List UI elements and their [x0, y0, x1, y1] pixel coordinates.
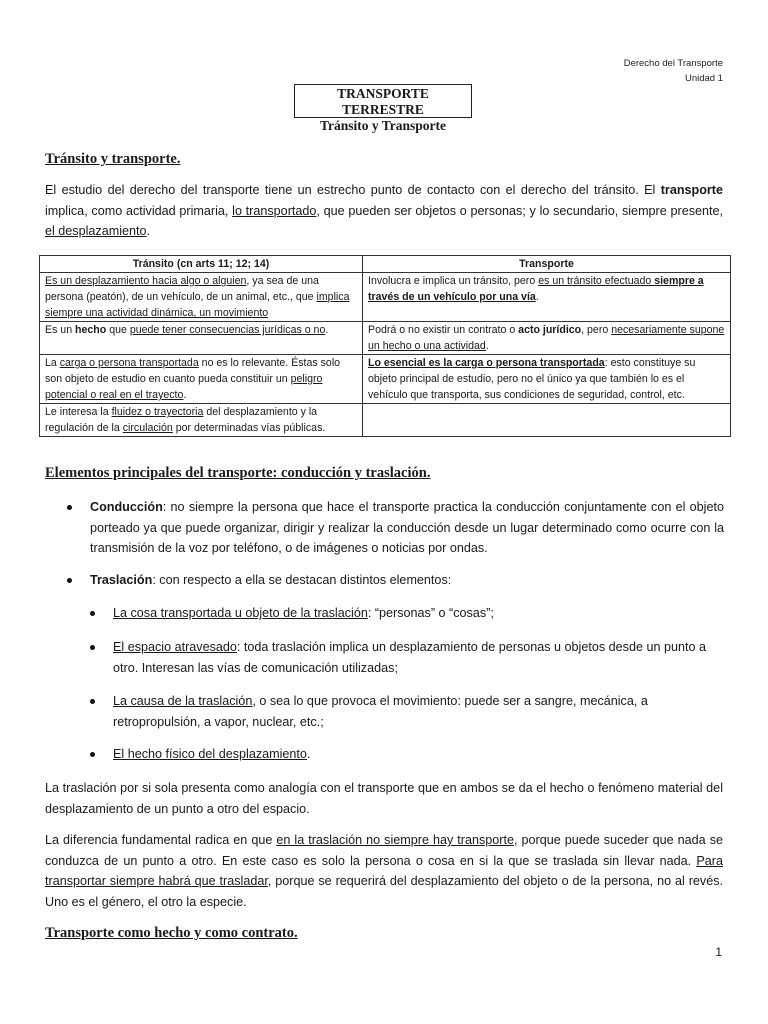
table-row	[40, 404, 731, 437]
section-heading-transito: Tránsito y transporte.	[45, 151, 181, 167]
title-line-1: TRANSPORTE TERRESTRE	[337, 86, 429, 117]
table-cell: Involucra e implica un tránsito, pero es un tránsito efectuado siempre a través de un vehículo por una vía.	[363, 273, 731, 322]
table-header-transporte: Transporte	[363, 256, 731, 273]
table-header-transito: Tránsito (cn arts 11; 12; 14)	[40, 256, 363, 273]
document-title-box	[294, 84, 472, 133]
intro-paragraph: El estudio del derecho del transporte tiene un estrecho punto de contacto con el derecho del tránsito. El transporte implica, como actividad primaria, lo transportado, que pueden ser objetos o personas; y lo secundario, siempre presente, el desplazamiento.	[45, 183, 724, 238]
sub-bullet-hecho: El hecho físico del desplazamiento.	[113, 747, 311, 761]
table-cell: Le interesa la fluidez o trayectoria del desplazamiento y la regulación de la circulación por determinadas vías públicas.	[40, 404, 363, 437]
sub-bullet-espacio: El espacio atravesado: toda traslación implica un desplazamiento de personas u objetos desde un punto a otro. Interesan las vías de comunicación utilizadas;	[113, 640, 706, 675]
bullet-icon	[90, 699, 95, 704]
table-row	[40, 355, 731, 404]
table-cell: Es un desplazamiento hacia algo o alguien, ya sea de una persona (peatón), de un vehículo, de un animal, etc., que implica siempre una actividad dinámica, un movimiento	[40, 273, 363, 322]
sub-bullet-cosa: La cosa transportada u objeto de la traslación: “personas” o “cosas”;	[113, 606, 494, 620]
sub-bullet-causa: La causa de la traslación, o sea lo que provoca el movimiento: puede ser a sangre, mecánica, a retropropulsión, a vapor, nuclear, etc.;	[113, 694, 648, 729]
bullet-icon	[67, 578, 72, 583]
comparison-table	[39, 255, 731, 437]
bullet-icon	[67, 505, 72, 510]
bullet-icon	[90, 752, 95, 757]
table-cell: Podrá o no existir un contrato o acto jurídico, pero necesariamente supone un hecho o una actividad.	[363, 322, 731, 355]
table-cell-empty	[363, 404, 731, 437]
page-number: 1	[715, 945, 722, 959]
header-unit: Unidad 1	[684, 73, 723, 84]
table-cell: La carga o persona transportada no es lo relevante. Éstas solo son objeto de estudio en cuanto pueda constituir un peligro potencial o real en el trayecto.	[40, 355, 363, 404]
table-row	[40, 273, 731, 322]
page-header	[624, 56, 723, 86]
section-heading-hecho-contrato: Transporte como hecho y como contrato.	[45, 925, 298, 941]
table-header-row	[40, 256, 731, 273]
bullet-icon	[90, 611, 95, 616]
paragraph-analogia: La traslación por si sola presenta como analogía con el transporte que en ambos se da el hecho o fenómeno material del desplazamiento de un punto a otro del espacio.	[45, 781, 723, 816]
paragraph-diferencia: La diferencia fundamental radica en que en la traslación no siempre hay transporte, porque puede suceder que nada se conduzca de un punto a otro. En este caso es solo la persona o cosa en si la que se traslada sin llevar nada. Para transportar siempre habrá que trasladar, porque se requerirá del desplazamiento del objeto o de la persona, no al revés. Uno es el género, el otro la especie.	[45, 833, 723, 909]
bullet-conduccion: Conducción: no siempre la persona que hace el transporte practica la conducción conjuntamente con el objeto porteado ya que puede organizar, dirigir y realizar la conducción desde un lugar determinado como ocurre con la transmisión de la voz por teléfono, o de imágenes o noticias por ondas.	[90, 500, 724, 555]
header-subject: Derecho del Transporte	[623, 58, 723, 69]
bullet-traslacion: Traslación: con respecto a ella se destacan distintos elementos:	[90, 573, 452, 587]
table-row	[40, 322, 731, 355]
title-line-2: Tránsito y Transporte	[319, 118, 446, 133]
section-heading-elementos: Elementos principales del transporte: conducción y traslación.	[45, 465, 431, 481]
bullet-icon	[90, 645, 95, 650]
table-cell: Lo esencial es la carga o persona transportada: esto constituye su objeto principal de estudio, pero no el único ya que también lo es el vehículo que transporta, sus condiciones de seguridad, control, etc.	[363, 355, 731, 404]
table-cell: Es un hecho que puede tener consecuencias jurídicas o no.	[40, 322, 363, 355]
